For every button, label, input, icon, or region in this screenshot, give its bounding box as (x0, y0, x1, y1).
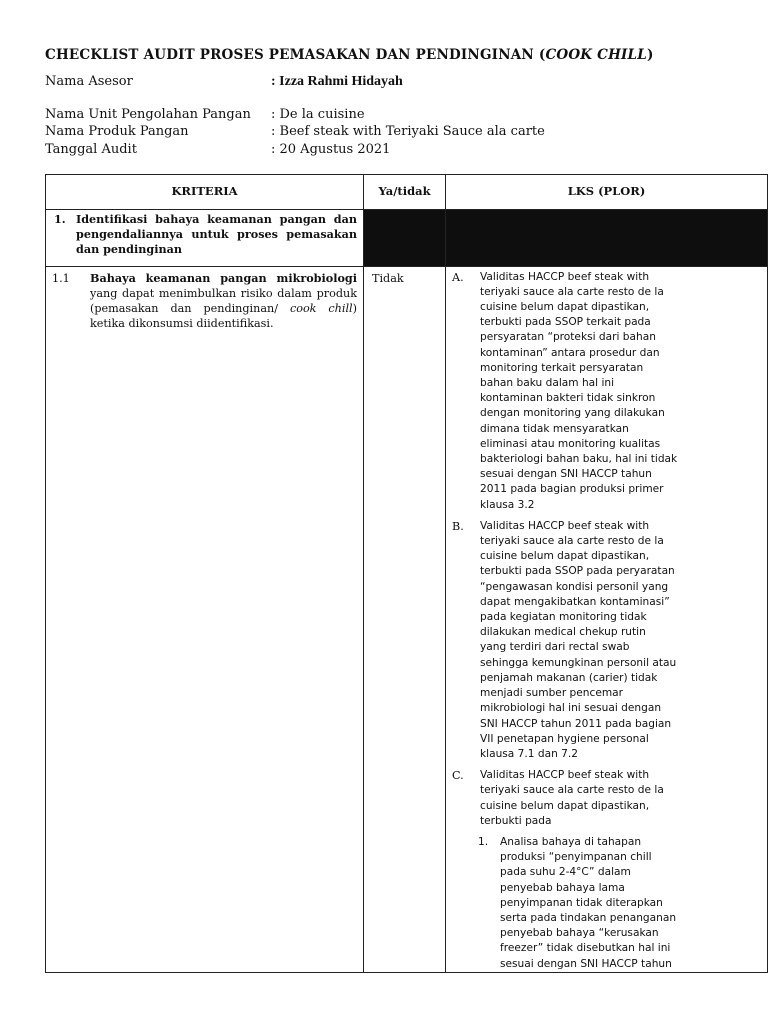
finding-item: C. Validitas HACCP beef steak with teriyaki sauce ala carte resto de la cuisine belum dapat dipastikan, terbukti pada (452, 769, 664, 827)
assessor-value: : Izza Rahmi Hidayah (271, 74, 403, 89)
table-header-row (46, 175, 768, 210)
section-shaded-cell (446, 210, 768, 267)
section-cell (46, 210, 364, 267)
date-value: : 20 Agustus 2021 (271, 142, 391, 157)
section-number: 1. (54, 212, 66, 226)
lks-cell (446, 266, 768, 972)
header-lks: LKS (PLOR) (446, 175, 768, 210)
item-text: Bahaya keamanan pangan mikrobiologi yang dapat menimbulkan risiko dalam produk (pemasakan dan pendinginan/ cook chill) ketika dikonsumsi diidentifikasi. (90, 270, 357, 331)
table-row (46, 266, 768, 972)
item-bold-text: Bahaya keamanan pangan mikrobiologi (90, 270, 357, 285)
section-row (46, 210, 768, 267)
answer-cell (364, 266, 446, 972)
section-text: Identifikasi bahaya keamanan pangan dan pengendaliannya untuk proses pemasakan dan pendinginan (76, 212, 357, 257)
header-ya-tidak: Ya/tidak (364, 175, 446, 210)
section-shaded-cell (364, 210, 446, 267)
audit-table (45, 174, 768, 973)
finding-item: B. Validitas HACCP beef steak with teriyaki sauce ala carte resto de la cuisine belum dapat dipastikan, terbukti pada SSOP pada peryaratan “pengawasan kondisi personil yang dapat mengakibatkan kontaminasi” pada kegiatan monitoring tidak dilakukan medical chekup rutin yang terdiri dari rectal swab sehingga kemungkinan personil atau penjamah makanan (carier) tidak menjadi sumber pencemar mikrobiologi hal ini sesuai dengan SNI HACCP tahun 2011 pada bagian VII penetapan hygiene personal klausa 7.1 dan 7.2 (452, 519, 677, 760)
criteria-cell (46, 266, 364, 972)
unit-label: Nama Unit Pengolahan Pangan (45, 107, 251, 122)
product-label: Nama Produk Pangan (45, 124, 189, 139)
title-main: CHECKLIST AUDIT PROSES PEMASAKAN DAN PENDINGINAN ( (45, 47, 546, 63)
answer-value: Tidak (372, 271, 404, 285)
item-number: 1.1 (52, 271, 70, 285)
finding-item: A. Validitas HACCP beef steak with teriyaki sauce ala carte resto de la cuisine belum dapat dipastikan, terbukti pada SSOP terkait pada persyaratan “proteksi dari bahan kontaminan” antara prosedur dan monitoring terkait persyaratan bahan baku dalam hal ini kontaminan bakteri tidak sinkron dengan monitoring yang dilakukan dimana tidak mensyaratkan eliminasi atau monitoring kualitas bakteriologi bahan baku, hal ini tidak sesuai dengan SNI HACCP tahun 2011 pada bagian produksi primer klausa 3.2 (452, 270, 678, 511)
document-title (45, 47, 745, 63)
unit-value: : De la cuisine (271, 107, 365, 122)
sub-finding-item: 1. Analisa bahaya di tahapan produksi “penyimpanan chill pada suhu 2-4°C” dalam penyebab bahaya lama penyimpanan tidak diterapkan serta pada tindakan penanganan penyebab bahaya “kerusakan freezer” tidak disebutkan hal ini sesuai dengan SNI HACCP tahun (478, 835, 677, 970)
assessor-label: Nama Asesor (45, 74, 133, 89)
date-label: Tanggal Audit (45, 142, 137, 157)
title-italic: COOK CHILL (545, 47, 647, 63)
header-kriteria: KRITERIA (46, 175, 364, 210)
item-italic-text: cook chill (289, 302, 353, 316)
title-end: ) (646, 47, 654, 63)
product-value: : Beef steak with Teriyaki Sauce ala carte (271, 124, 545, 139)
